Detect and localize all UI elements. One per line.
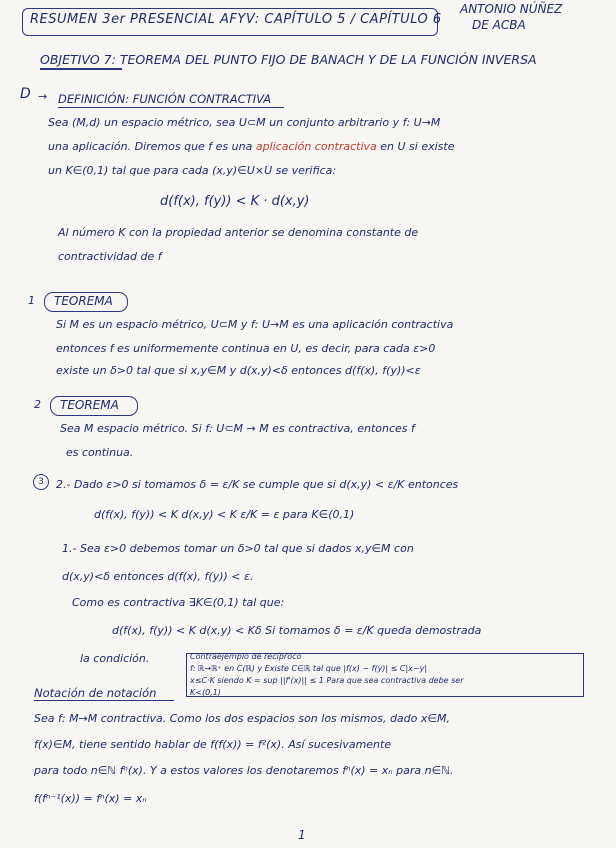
notation-line-2: f(x)∈M, tiene sentido hablar de f(f(x)) = f²(x). Así sucesivamente [34, 738, 392, 751]
theorem-2-line-1: Sea M espacio métrico. Si f: U⊂M → M es contractiva, entonces f [60, 422, 415, 435]
definition-line-1: Sea (M,d) un espacio métrico, sea U⊂M un conjunto arbitrario y f: U→M [48, 116, 441, 129]
proof-line-2: d(f(x), f(y)) < K d(x,y) < K ε/K = ε para K∈(0,1) [94, 508, 355, 521]
proof-line-3: 1.- Sea ε>0 debemos tomar un δ>0 tal que si dados x,y∈M con [62, 542, 414, 555]
contraction-formula: d(f(x), f(y)) < K · d(x,y) [160, 194, 310, 209]
definition-line-2-prefix: una aplicación. Diremos que f es una [48, 140, 256, 153]
notation-underline [34, 700, 174, 701]
proof-line-4: d(x,y)<δ entonces d(f(x), f(y)) < ε. [62, 570, 254, 583]
theorem-1-line-2: entonces f es uniformemente continua en U, es decir, para cada ε>0 [56, 342, 436, 355]
theorem-1-line-1: Si M es un espacio métrico, U⊂M y f: U→M es una aplicación contractiva [56, 318, 454, 331]
page-number: 1 [298, 828, 306, 842]
definition-line-2 [48, 140, 455, 153]
notation-line-4: f(fⁿ⁻¹(x)) = fⁿ(x) = xₙ [34, 792, 147, 805]
theorem-2-number: 2 [34, 398, 41, 411]
objective-underline [40, 68, 122, 70]
definition-line-2-suffix: en U si existe [376, 140, 455, 153]
proof-line-5: Como es contractiva ∃K∈(0,1) tal que: [72, 596, 285, 609]
theorem-2-line-2: es continua. [66, 446, 134, 459]
notation-line-1: Sea f: M→M contractiva. Como los dos espacios son los mismos, dado x∈M, [34, 712, 450, 725]
definition-title: DEFINICIÓN: FUNCIÓN CONTRACTIVA [58, 92, 272, 106]
counterexample-line-1: f: ℝ→ℝ⁺ en C(ℝ) y Existe C∈ℝ tal que |f(x) − f(y)| ≤ C|x−y| [190, 664, 428, 673]
proof-circled-number: 3 [33, 474, 49, 490]
theorem-1-label: TEOREMA [54, 294, 113, 308]
contractive-map-highlight: aplicación contractiva [255, 140, 377, 153]
constant-line-2: contractividad de f [58, 250, 162, 263]
theorem-1-number: 1 [28, 294, 35, 307]
page-title: RESUMEN 3er PRESENCIAL AFYV: CAPÍTULO 5 / CAPÍTULO 6 [30, 12, 442, 27]
counterexample-line-2: x≤C·K siendo K = sup ||f'(x)|| ≤ 1 Para que sea contractiva debe ser [190, 676, 464, 685]
constant-line-1: Al número K con la propiedad anterior se denomina constante de [58, 226, 419, 239]
author-name-line1: ANTONIO NÚÑEZ [460, 2, 563, 16]
definition-marker: D [20, 86, 31, 102]
notation-line-3: para todo n∈ℕ fⁿ(x). Y a estos valores los denotaremos fⁿ(x) = xₙ para n∈ℕ. [34, 764, 454, 777]
objective-heading: OBJETIVO 7: TEOREMA DEL PUNTO FIJO DE BANACH Y DE LA FUNCIÓN INVERSA [40, 52, 537, 67]
definition-line-3: un K∈(0,1) tal que para cada (x,y)∈U×U se verifica: [48, 164, 337, 177]
counterexample-line-3: K<(0,1) [190, 688, 221, 697]
proof-line-6: d(f(x), f(y)) < K d(x,y) < Kδ Si tomamos δ = ε/K queda demostrada [112, 624, 482, 637]
author-name-line2: DE ACBA [472, 18, 526, 32]
proof-line-7: la condición. [80, 652, 150, 665]
notation-heading: Notación de notación [34, 686, 157, 700]
theorem-1-line-3: existe un δ>0 tal que si x,y∈M y d(x,y)<δ entonces d(f(x), f(y))<ε [56, 364, 421, 377]
definition-underline [58, 107, 284, 108]
counterexample-title: Contraejemplo de recíproco [190, 652, 302, 661]
theorem-2-label: TEOREMA [60, 398, 119, 412]
arrow-right-icon: → [38, 90, 48, 103]
proof-line-1: 2.- Dado ε>0 si tomamos δ = ε/K se cumple que si d(x,y) < ε/K entonces [56, 478, 459, 491]
